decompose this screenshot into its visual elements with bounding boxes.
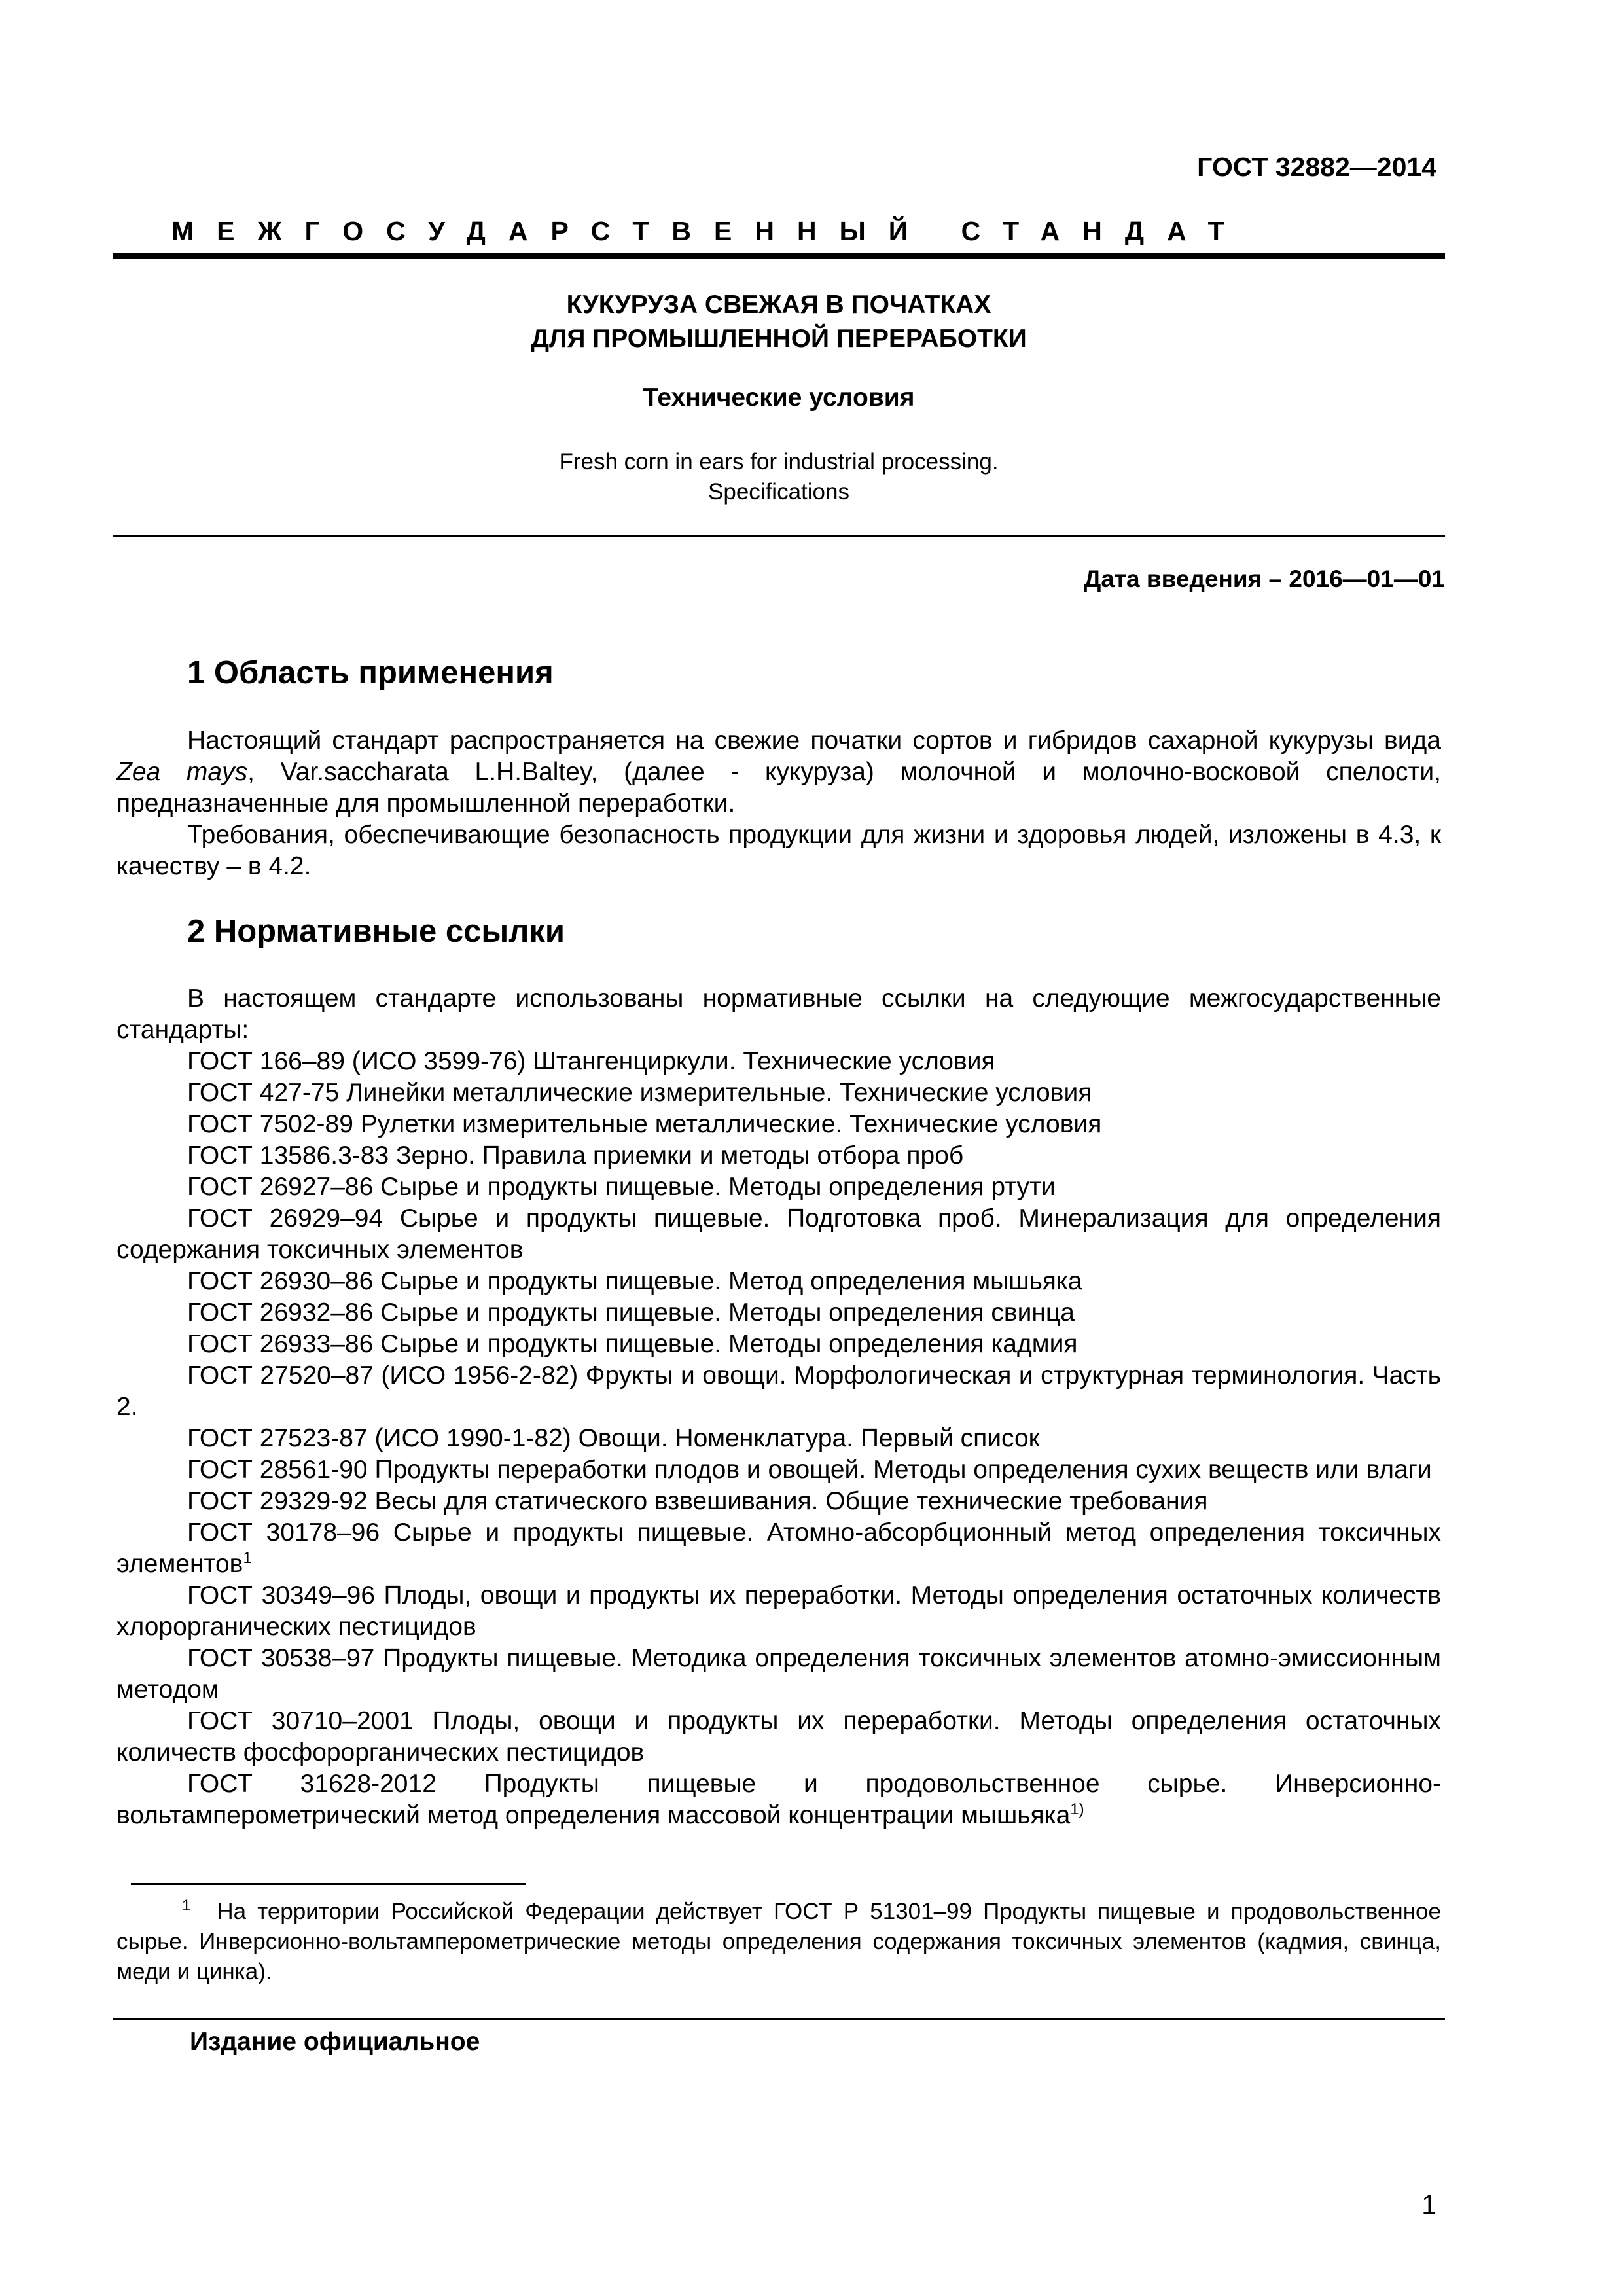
footnote-text [116,1897,1441,1987]
species-name: Zea mays [116,758,248,786]
standard-number: ГОСТ 32882—2014 [1197,152,1436,182]
section-2-intro: В настоящем стандарте использованы нормативные ссылки на следующие межгосударственные стандарты: [116,984,1441,1044]
reference-item: ГОСТ 30349–96 Плоды, овощи и продукты их переработки. Методы определения остаточных количеств хлорорганических пестицидов [116,1581,1441,1641]
section-2-heading: 2 Нормативные ссылки [187,914,565,949]
reference-item: ГОСТ 27523-87 (ИСО 1990-1-82) Овощи. Номенклатура. Первый список [187,1424,1040,1452]
reference-item: ГОСТ 26933–86 Сырье и продукты пищевые. Методы определения кадмия [187,1330,1078,1358]
reference-item: ГОСТ 166–89 (ИСО 3599-76) Штангенциркули. Технические условия [187,1047,995,1075]
reference-item: ГОСТ 27520–87 (ИСО 1956-2-82) Фрукты и овощи. Морфологическая и структурная терминология. Часть 2. [116,1361,1441,1421]
page-number: 1 [1421,2189,1436,2219]
title-line-1: КУКУРУЗА СВЕЖАЯ В ПОЧАТКАХ [566,291,991,319]
interstate-standard-label: МЕЖГОСУДАРСТВЕННЫЙ СТАНДАТ [171,216,1247,246]
official-edition-label: Издание официальное [190,2028,480,2056]
reference-item: ГОСТ 26927–86 Сырье и продукты пищевые. Методы определения ртути [187,1173,1056,1201]
reference-item: ГОСТ 26932–86 Сырье и продукты пищевые. Методы определения свинца [187,1299,1075,1327]
introduction-date: Дата введения – 2016—01—01 [1083,565,1445,592]
header-divider [113,253,1445,259]
reference-item-with-footnote [116,1768,1441,1831]
reference-item: ГОСТ 13586.3-83 Зерно. Правила приемки и методы отбора проб [187,1141,964,1170]
title-line-2: ДЛЯ ПРОМЫШЛЕННОЙ ПЕРЕРАБОТКИ [531,325,1027,353]
footnote-divider [131,1883,526,1885]
reference-item: ГОСТ 28561-90 Продукты переработки плодов и овощей. Методы определения сухих веществ или влаги [187,1456,1432,1484]
document-subtitle: Технические условия [643,384,915,412]
paragraph-text: , Var.saccharata L.H.Baltey, (далее - кукуруза) молочной и молочно-восковой спелости, предназначенные для промышленной переработки. [116,758,1441,817]
footnote-marker: 1) [1070,1801,1084,1818]
footnote-marker: 1 [243,1549,252,1567]
footnote [116,1897,1441,1987]
english-title-line-1: Fresh corn in ears for industrial processing. [559,449,999,475]
reference-item: ГОСТ 30538–97 Продукты пищевые. Методика определения токсичных элементов атомно-эмиссионным методом [116,1644,1441,1704]
section-1-paragraph-1 [116,725,1441,819]
reference-item: ГОСТ 427-75 Линейки металлические измерительные. Технические условия [187,1079,1092,1107]
reference-item: ГОСТ 30710–2001 Плоды, овощи и продукты их переработки. Методы определения остаточных количеств фосфорорганических пестицидов [116,1707,1441,1767]
reference-item: ГОСТ 26930–86 Сырье и продукты пищевые. Метод определения мышьяка [187,1267,1082,1295]
section-1-paragraph-2: Требования, обеспечивающие безопасность продукции для жизни и здоровья людей, изложены в 4.3, к качеству – в 4.2. [116,821,1441,880]
footnote-body: На территории Российской Федерации действует ГОСТ Р 51301–99 Продукты пищевые и продовольственное сырье. Инверсионно-вольтамперометрические методы определения содержания токсичных элементов (кадмия, свинца, меди и цинка). [116,1899,1441,1984]
reference-text: ГОСТ 30178–96 Сырье и продукты пищевые. Атомно-абсорбционный метод определения токсичных элементов [116,1518,1441,1578]
reference-item-with-footnote [116,1517,1441,1580]
paragraph-text: Настоящий стандарт распространяется на свежие початки сортов и гибридов сахарной кукурузы вида [187,726,1441,755]
reference-text: ГОСТ 31628-2012 Продукты пищевые и продовольственное сырье. Инверсионно-вольтамперометрический метод определения массовой концентрации мышьяка [116,1770,1441,1829]
title-divider [113,535,1445,537]
section-2-body [116,983,1441,1831]
reference-item: ГОСТ 7502-89 Рулетки измерительные металлические. Технические условия [187,1110,1102,1138]
footer-divider [113,2018,1445,2020]
section-1-heading: 1 Область применения [187,655,554,691]
document-title [113,288,1445,356]
english-title [113,447,1445,507]
english-title-line-2: Specifications [708,479,849,505]
footnote-number: 1 [182,1897,191,1915]
reference-item: ГОСТ 29329-92 Весы для статического взвешивания. Общие технические требования [187,1487,1208,1515]
section-1-body [116,725,1441,882]
reference-item: ГОСТ 26929–94 Сырье и продукты пищевые. Подготовка проб. Минерализация для определения содержания токсичных элементов [116,1204,1441,1264]
